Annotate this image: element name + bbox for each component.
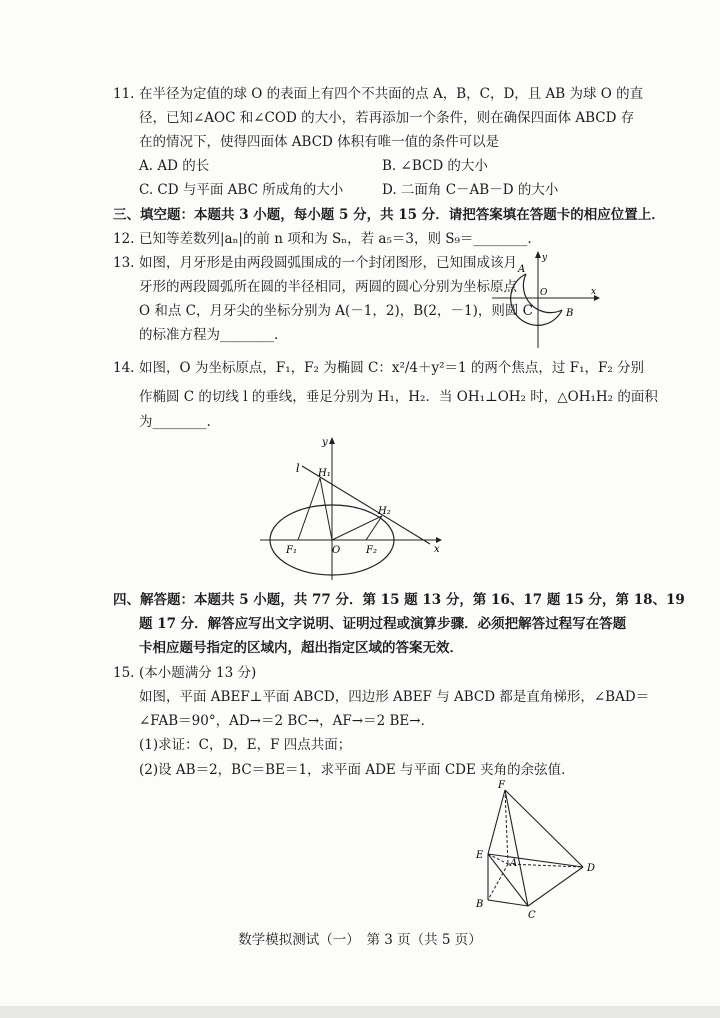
section-4-line-1: 四、解答题：本题共 5 小题，共 77 分．第 15 题 13 分，第 16、17 题 15 分，第 18、19 bbox=[113, 592, 685, 608]
section-4-line-2: 题 17 分．解答应写出文字说明、证明过程或演算步骤．必须把解答过程写在答题 bbox=[139, 616, 627, 632]
q15-edge-cd bbox=[528, 867, 583, 906]
q13-arc-circle-o bbox=[511, 274, 562, 325]
q11-line-3: 在的情况下，使得四面体 ABCD 体积有唯一值的条件可以是 bbox=[139, 134, 500, 150]
q14-label-l: l bbox=[296, 462, 300, 475]
q15-solid-figure bbox=[468, 778, 608, 920]
q11-option-d: D. 二面角 C－AB－D 的大小 bbox=[382, 182, 559, 198]
q15-line-1: 如图，平面 ABEF⊥平面 ABCD，四边形 ABEF 与 ABCD 都是直角梯形，∠BAD＝ bbox=[139, 689, 650, 705]
q15-label-a: A bbox=[510, 858, 518, 869]
page-bottom-edge bbox=[0, 1006, 720, 1018]
q14-line-1: 如图，O 为坐标原点，F₁，F₂ 为椭圆 C：x²/4＋y²＝1 的两个焦点，过 F₁，F₂ 分别 bbox=[139, 360, 645, 376]
q15-header: (本小题满分 13 分) bbox=[139, 665, 257, 681]
q14-label-o: O bbox=[332, 545, 341, 556]
q15-label-c: C bbox=[528, 910, 536, 920]
q15-edge-ab bbox=[488, 864, 508, 900]
q13-line-3: O 和点 C，月牙尖的坐标分别为 A(－1，2)，B(2，－1)，则圆 C bbox=[139, 303, 533, 319]
q14-line-2: 作椭圆 C 的切线 l 的垂线，垂足分别为 H₁，H₂．当 OH₁⊥OH₂ 时，△OH₁H₂ 的面积 bbox=[139, 389, 658, 405]
q13-label-a: A bbox=[518, 264, 526, 275]
q15-number: 15. bbox=[113, 665, 135, 681]
page-footer: 数学模拟测试（一） 第 3 页（共 5 页） bbox=[238, 932, 482, 948]
q15-edge-fd bbox=[505, 790, 583, 867]
q13-number: 13. bbox=[113, 255, 135, 271]
q14-label-f1: F₁ bbox=[286, 545, 297, 556]
q15-edge-fc bbox=[505, 790, 528, 906]
q13-crescent-figure bbox=[490, 250, 600, 350]
q15-edge-bc bbox=[488, 900, 528, 906]
q11-line-2: 径，已知∠AOC 和∠COD 的大小，若再添加一个条件，则在确保四面体 ABCD 存 bbox=[139, 110, 635, 126]
q13-line-2: 牙形的两段圆弧所在圆的半径相同，两圆的圆心分别为坐标原点 bbox=[139, 279, 517, 295]
q15-part-1: (1)求证：C，D，E，F 四点共面； bbox=[139, 737, 352, 753]
q15-label-d: D bbox=[587, 863, 596, 874]
q14-label-h2: H₂ bbox=[378, 506, 391, 517]
q15-part-2: (2)设 AB＝2，BC＝BE＝1，求平面 ADE 与平面 CDE 夹角的余弦值． bbox=[139, 762, 575, 778]
q11-option-c: C. CD 与平面 ABC 所成角的大小 bbox=[139, 182, 344, 198]
q11-number: 11. bbox=[113, 86, 135, 102]
q14-label-h1: H₁ bbox=[318, 468, 331, 479]
q15-line-2: ∠FAB＝90°，AD→＝2 BC→，AF→＝2 BE→． bbox=[139, 713, 435, 729]
q12-number: 12. bbox=[113, 231, 135, 247]
q11-option-a: A. AD 的长 bbox=[139, 158, 210, 174]
q14-y-arrow bbox=[329, 437, 335, 444]
q15-label-f: F bbox=[498, 780, 505, 791]
q15-label-e: E bbox=[476, 850, 484, 861]
q15-edge-fe bbox=[488, 790, 505, 854]
q13-line-4: 的标准方程为________. bbox=[139, 327, 279, 343]
q14-line-3: 为________. bbox=[139, 414, 211, 430]
section-3-heading: 三、填空题：本题共 3 小题，每小题 5 分，共 15 分．请把答案填在答题卡的相应位置上． bbox=[113, 207, 665, 223]
q13-line-1: 如图，月牙形是由两段圆弧围成的一个封闭图形，已知围成该月 bbox=[139, 255, 517, 271]
section-4-line-3: 卡相应题号指定的区域内，超出指定区域的答案无效． bbox=[139, 640, 463, 656]
q14-label-y: y bbox=[322, 437, 328, 448]
q11-option-b: B. ∠BCD 的大小 bbox=[382, 158, 488, 174]
q13-label-o: O bbox=[540, 288, 548, 298]
q14-label-f2: F₂ bbox=[366, 545, 377, 556]
q14-ellipse-figure bbox=[258, 432, 448, 582]
q11-line-1: 在半径为定值的球 O 的表面上有四个不共面的点 A，B，C，D，且 AB 为球 O 的直 bbox=[139, 86, 644, 102]
q14-label-x: x bbox=[434, 544, 440, 555]
q14-segment-oh1 bbox=[320, 478, 332, 540]
q15-label-b: B bbox=[476, 899, 484, 910]
q13-label-b: B bbox=[566, 308, 574, 319]
q14-x-arrow bbox=[436, 537, 442, 543]
q13-label-y: y bbox=[542, 253, 548, 263]
q13-label-x: x bbox=[591, 287, 597, 297]
q13-y-arrow bbox=[535, 251, 541, 258]
q12-text: 已知等差数列|aₙ|的前 n 项和为 Sₙ，若 a₅＝3，则 S₉＝________. bbox=[139, 231, 532, 247]
q14-number: 14. bbox=[113, 360, 135, 376]
